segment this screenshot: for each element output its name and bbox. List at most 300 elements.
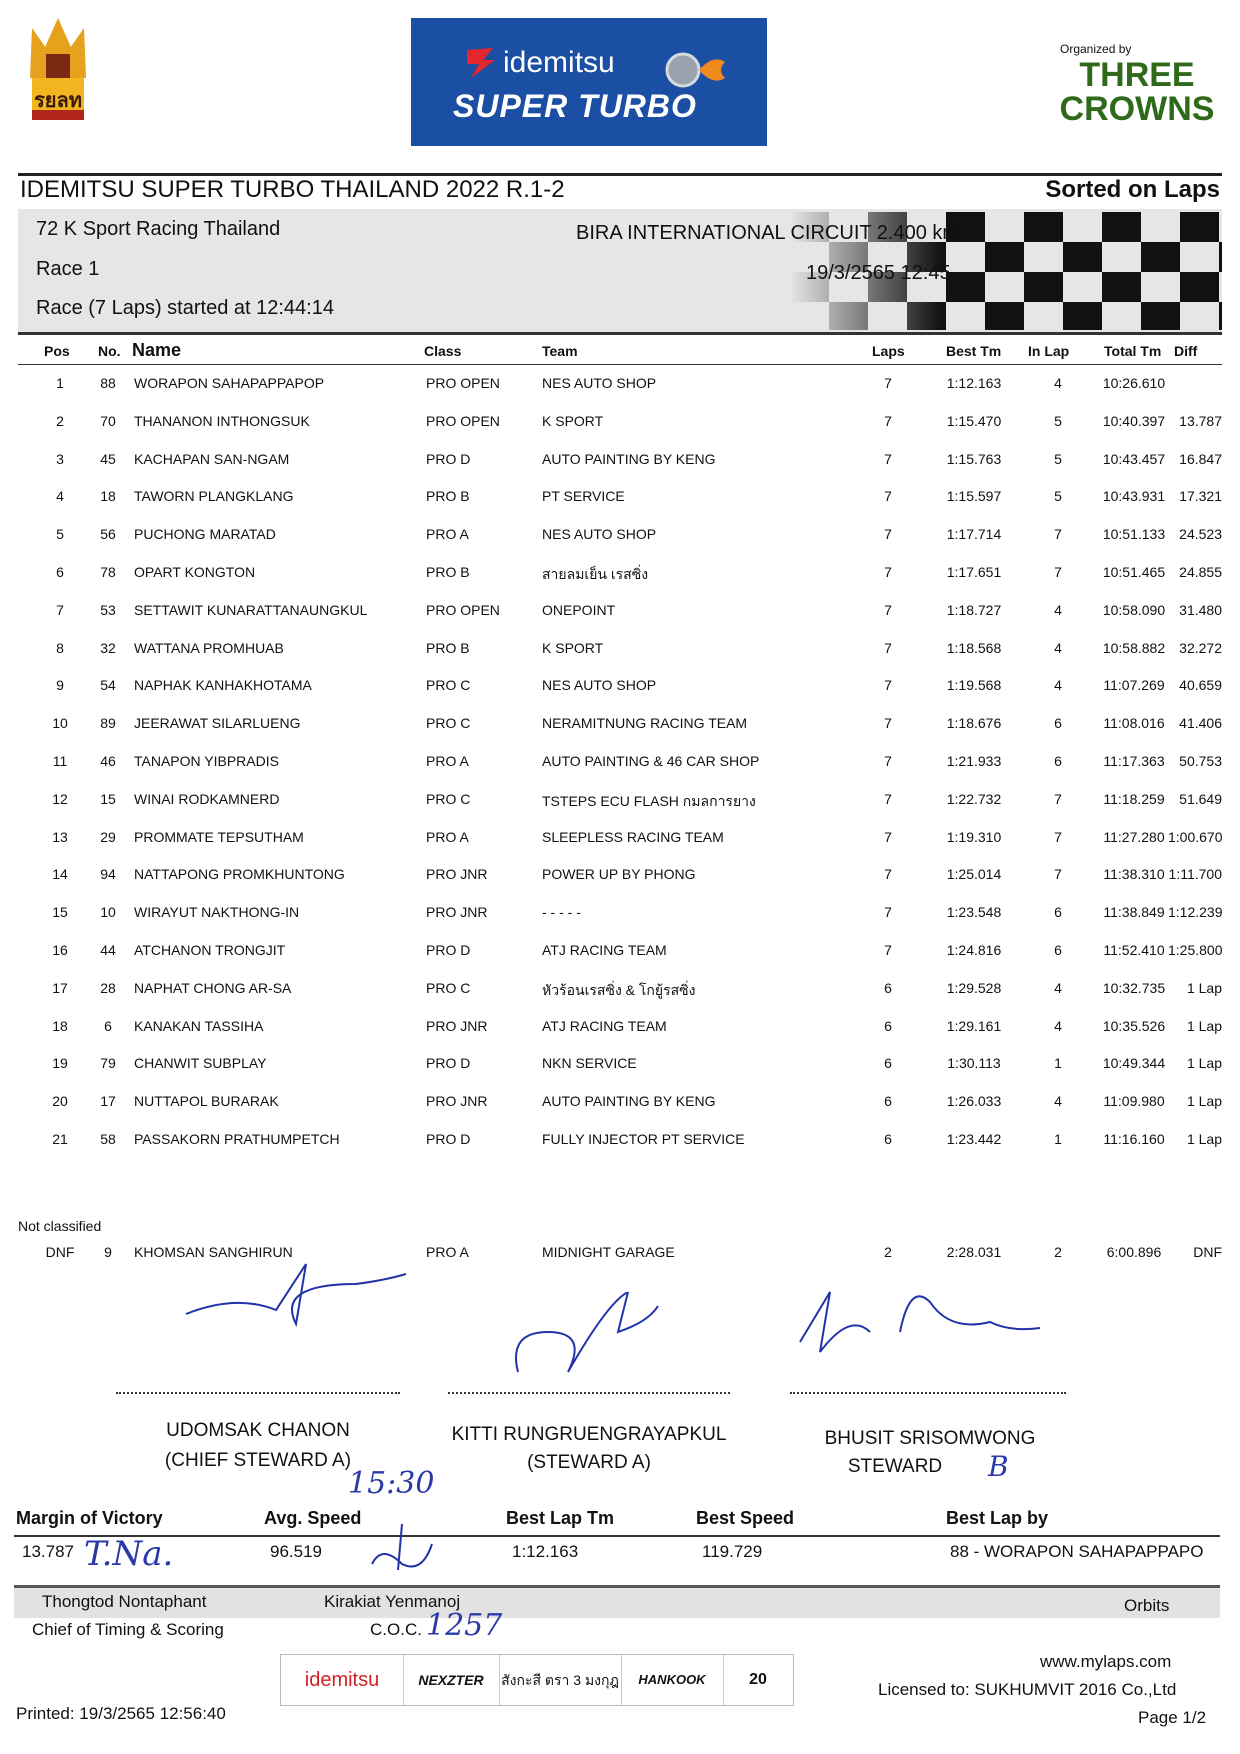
cell-inlap: 1 [1054, 1055, 1062, 1072]
cell-total: 11:38.310 [1103, 866, 1165, 883]
cell-best: 1:17.714 [946, 526, 1002, 543]
cell-laps: 7 [884, 639, 892, 656]
cell-team: K SPORT [542, 412, 604, 429]
table-row [0, 980, 1240, 1018]
event-title: IDEMITSU SUPER TURBO THAILAND 2022 R.1-2 [20, 176, 565, 203]
cell-class: PRO C [426, 979, 471, 996]
cell-laps: 7 [884, 866, 892, 883]
cell-pos: DNF [45, 1244, 75, 1260]
signature-line-3 [790, 1392, 1066, 1394]
best-lap-by-value: 88 - WORAPON SAHAPAPPAPO [950, 1542, 1204, 1561]
cell-pos: 12 [52, 790, 68, 807]
cell-no: 17 [100, 1093, 116, 1110]
best-speed-label: Best Speed [696, 1508, 795, 1528]
cell-inlap: 7 [1054, 828, 1062, 845]
cell-class: PRO JNR [426, 904, 488, 921]
col-best: Best Tm [946, 343, 1002, 359]
timing-chief-name: Thongtod Nontaphant [42, 1592, 207, 1611]
cell-class: PRO B [426, 488, 470, 505]
cell-class: PRO OPEN [426, 375, 500, 391]
cell-diff: 13.787 [1179, 412, 1222, 429]
cell-class: PRO JNR [426, 1017, 488, 1034]
cell-total: 11:27.280 [1103, 828, 1165, 845]
signature-line-1 [116, 1392, 400, 1394]
signatory-role-2: (STEWARD A) [527, 1452, 651, 1473]
cell-laps: 7 [884, 488, 892, 505]
cell-class: PRO C [426, 715, 471, 732]
sponsor-strip [280, 1654, 794, 1706]
cell-no: 56 [100, 526, 116, 543]
cell-best: 1:18.676 [946, 715, 1002, 732]
cell-name: NAPHAT CHONG AR-SA [134, 979, 292, 996]
cell-best: 1:19.310 [946, 828, 1002, 845]
cell-total: 10:40.397 [1102, 412, 1166, 429]
cell-class: PRO D [426, 1131, 471, 1147]
cell-best: 1:23.548 [946, 904, 1002, 921]
signature-line-2 [448, 1392, 730, 1394]
signature-2-icon [498, 1292, 698, 1392]
table-row [0, 564, 1240, 602]
cell-class: PRO C [426, 677, 471, 694]
handwritten-signature-icon [362, 1514, 442, 1582]
table-row [0, 1093, 1240, 1131]
cell-name: OPART KONGTON [134, 564, 256, 580]
cell-diff: 1:12.239 [1168, 904, 1223, 921]
cell-laps: 7 [884, 564, 892, 580]
cell-team: NKN SERVICE [542, 1055, 637, 1072]
cell-team: FULLY INJECTOR PT SERVICE [542, 1131, 745, 1147]
cell-laps: 6 [884, 979, 892, 996]
cell-inlap: 5 [1054, 412, 1062, 429]
cell-no: 89 [100, 715, 116, 732]
cell-team: - - - - - [542, 904, 581, 921]
cell-inlap: 5 [1054, 450, 1062, 467]
cell-team: ATJ RACING TEAM [542, 942, 667, 958]
cell-total: 11:17.363 [1103, 753, 1165, 769]
cell-name: KACHAPAN SAN-NGAM [134, 450, 290, 467]
col-laps: Laps [872, 343, 905, 359]
cell-laps: 7 [884, 828, 892, 845]
cell-diff: 51.649 [1179, 790, 1222, 807]
cell-laps: 6 [884, 1093, 892, 1110]
cell-laps: 7 [884, 715, 892, 732]
cell-team: AUTO PAINTING BY KENG [542, 1093, 716, 1110]
cell-laps: 7 [884, 942, 892, 958]
circuit-name: BIRA INTERNATIONAL CIRCUIT 2.400 km [576, 222, 960, 244]
cell-class: PRO A [426, 828, 469, 845]
cell-name: WATTANA PROMHUAB [134, 639, 284, 656]
cell-team: AUTO PAINTING BY KENG [542, 450, 716, 467]
header-rule [18, 364, 1222, 365]
cell-total: 10:49.344 [1102, 1055, 1166, 1072]
cell-laps: 7 [884, 677, 892, 694]
sponsor-three-crown-zinc: สังกะสี ตรา 3 มงกุฎ [499, 1655, 622, 1705]
cell-best: 1:18.568 [946, 639, 1002, 656]
cell-pos: 6 [56, 564, 64, 580]
cell-class: PRO OPEN [426, 601, 500, 618]
cell-class: PRO D [426, 942, 471, 958]
race-name: Race 1 [36, 258, 100, 280]
cell-laps: 7 [884, 375, 892, 391]
cell-name: PASSAKORN PRATHUMPETCH [134, 1131, 340, 1147]
cell-pos: 2 [56, 412, 64, 429]
cell-name: SETTAWIT KUNARATTANAUNGKUL [134, 601, 368, 618]
cell-laps: 7 [884, 450, 892, 467]
table-row [0, 602, 1240, 640]
cell-best: 1:26.033 [946, 1093, 1002, 1110]
license: Licensed to: SUKHUMVIT 2016 Co.,Ltd [878, 1680, 1177, 1699]
col-no: No. [98, 343, 121, 359]
table-row [0, 791, 1240, 829]
race-start: Race (7 Laps) started at 12:44:14 [36, 297, 334, 319]
cell-inlap: 6 [1054, 753, 1062, 769]
cell-diff: 1 Lap [1186, 1055, 1222, 1072]
signatory-name-2: KITTI RUNGRUENGRAYAPKUL [451, 1424, 727, 1445]
cell-name: ATCHANON TRONGJIT [134, 942, 286, 958]
cell-team: สายลมเย็น เรสซิ่ง [542, 566, 649, 582]
cell-team: K SPORT [542, 639, 604, 656]
cell-class: PRO D [426, 450, 471, 467]
cell-team: NES AUTO SHOP [542, 375, 657, 391]
cell-class: PRO JNR [426, 1093, 488, 1110]
cell-best: 1:30.113 [947, 1055, 1001, 1072]
cell-total: 11:09.980 [1103, 1093, 1165, 1110]
cell-no: 28 [100, 979, 116, 996]
margin-label: Margin of Victory [16, 1508, 163, 1528]
table-row [0, 677, 1240, 715]
sort-label: Sorted on Laps [1045, 176, 1220, 203]
cell-diff: DNF [1193, 1244, 1222, 1260]
cell-pos: 18 [52, 1017, 68, 1034]
cell-diff: 41.406 [1179, 715, 1222, 732]
timing-chief-role: Chief of Timing & Scoring [32, 1620, 224, 1639]
cell-pos: 20 [52, 1093, 68, 1110]
cell-inlap: 7 [1054, 564, 1062, 580]
cell-best: 1:17.651 [946, 564, 1002, 580]
cell-pos: 16 [52, 942, 68, 958]
handwritten-time-1: 15:30 [348, 1466, 435, 1501]
avg-speed-label: Avg. Speed [264, 1508, 362, 1528]
cell-no: 88 [100, 375, 116, 391]
cell-total: 11:52.410 [1103, 942, 1165, 958]
col-diff: Diff [1174, 343, 1198, 359]
cell-pos: 7 [56, 601, 64, 618]
cell-no: 32 [100, 639, 116, 656]
cell-no: 53 [100, 601, 116, 618]
cell-name: PROMMATE TEPSUTHAM [134, 828, 304, 845]
cell-total: 10:43.931 [1102, 488, 1166, 505]
cell-best: 1:19.568 [946, 677, 1002, 694]
table-row [0, 375, 1240, 413]
best-lap-value: 1:12.163 [512, 1542, 579, 1561]
cell-diff: 24.523 [1179, 526, 1222, 543]
handwritten-initials: T.Na. [84, 1534, 174, 1574]
sponsor-badge: 20 [749, 1671, 767, 1688]
footer-rule [14, 1535, 1220, 1537]
cell-no: 29 [100, 828, 116, 845]
association-logo [28, 18, 88, 122]
cell-class: PRO OPEN [426, 412, 500, 429]
best-lap-by-label: Best Lap by [946, 1508, 1049, 1528]
organizer-label: Organized by [1060, 42, 1132, 56]
cell-name: NAPHAK KANHAKHOTAMA [134, 677, 312, 694]
cell-class: PRO JNR [426, 866, 488, 883]
cell-pos: 17 [52, 979, 68, 996]
cell-laps: 7 [884, 904, 892, 921]
cell-class: PRO C [426, 790, 471, 807]
table-row [0, 1055, 1240, 1093]
table-row [0, 488, 1240, 526]
cell-inlap: 4 [1054, 639, 1062, 656]
cell-best: 1:15.597 [946, 488, 1002, 505]
table-row [0, 904, 1240, 942]
cell-diff: 1 Lap [1186, 979, 1222, 996]
cell-team: NES AUTO SHOP [542, 526, 657, 543]
cell-no: 18 [100, 488, 116, 505]
cell-diff: 1:11.700 [1168, 866, 1222, 883]
signature-3-icon [790, 1272, 1070, 1382]
cell-inlap: 5 [1054, 488, 1062, 505]
cell-no: 70 [100, 412, 116, 429]
cell-inlap: 4 [1054, 1093, 1062, 1110]
sponsor-idemitsu: idemitsu [281, 1655, 404, 1705]
logo-line2: SUPER TURBO [453, 88, 697, 124]
cell-laps: 7 [884, 412, 892, 429]
table-row [0, 715, 1240, 753]
cell-laps: 6 [884, 1131, 892, 1147]
cell-total: 10:51.133 [1102, 526, 1166, 543]
cell-team: SLEEPLESS RACING TEAM [542, 828, 724, 845]
cell-team: NERAMITNUNG RACING TEAM [542, 715, 748, 732]
best-lap-label: Best Lap Tm [506, 1508, 615, 1528]
signatory-role-1: (CHIEF STEWARD A) [164, 1450, 352, 1471]
cell-inlap: 4 [1054, 979, 1062, 996]
cell-diff: 32.272 [1179, 639, 1222, 656]
cell-no: 46 [100, 753, 116, 769]
cell-inlap: 6 [1054, 942, 1062, 958]
cell-pos: 15 [52, 904, 68, 921]
cell-team: POWER UP BY PHONG [542, 866, 696, 883]
cell-inlap: 4 [1054, 1017, 1062, 1034]
cell-team: ONEPOINT [542, 601, 616, 618]
cell-inlap: 1 [1054, 1131, 1062, 1147]
cell-laps: 7 [884, 753, 892, 769]
table-row [0, 942, 1240, 980]
cell-inlap: 7 [1054, 866, 1062, 883]
handwritten-b-mark: B [988, 1450, 1009, 1483]
cell-laps: 6 [884, 1055, 892, 1072]
cell-pos: 3 [56, 450, 64, 467]
cell-pos: 14 [52, 866, 68, 883]
cell-no: 9 [104, 1244, 112, 1260]
event-date: 19/3/2565 12:45 [806, 262, 951, 284]
cell-team: ATJ RACING TEAM [542, 1017, 667, 1034]
table-row [0, 1018, 1240, 1056]
cell-best: 1:15.470 [946, 412, 1002, 429]
avg-speed-value: 96.519 [270, 1542, 322, 1561]
signatory-name-3: BHUSIT SRISOMWONG [824, 1428, 1036, 1449]
signature-1-icon [156, 1254, 440, 1334]
cell-inlap: 4 [1054, 375, 1062, 391]
cell-class: PRO B [426, 564, 470, 580]
cell-total: 11:18.259 [1103, 790, 1165, 807]
logo-line1: idemitsu [503, 46, 615, 79]
cell-diff: 1 Lap [1186, 1093, 1222, 1110]
cell-laps: 2 [884, 1244, 892, 1260]
cell-inlap: 7 [1054, 526, 1062, 543]
table-row [0, 1131, 1240, 1169]
cell-pos: 4 [56, 488, 64, 505]
col-name: Name [132, 340, 182, 360]
col-team: Team [542, 343, 578, 359]
cell-diff: 50.753 [1179, 753, 1222, 769]
coc-name: Kirakiat Yenmanoj [324, 1592, 461, 1611]
cell-no: 78 [100, 564, 116, 580]
cell-class: PRO D [426, 1055, 471, 1072]
cell-total: 6:00.896 [1106, 1244, 1162, 1260]
sponsor-hankook: HANKOOK [621, 1655, 724, 1705]
cell-class: PRO B [426, 639, 470, 656]
coc-role: C.O.C. [370, 1620, 422, 1639]
cell-pos: 21 [52, 1131, 68, 1147]
cell-name: TAWORN PLANGKLANG [134, 488, 294, 505]
cell-inlap: 2 [1054, 1244, 1062, 1260]
cell-total: 10:58.090 [1102, 601, 1166, 618]
table-row [0, 413, 1240, 451]
cell-name: KANAKAN TASSIHA [134, 1017, 264, 1034]
cell-class: PRO A [426, 753, 469, 769]
cell-pos: 9 [56, 677, 64, 694]
sponsor-nexzter: NEXZTER [403, 1655, 500, 1705]
cell-best: 1:15.763 [946, 450, 1002, 467]
cell-diff: 1 Lap [1186, 1017, 1222, 1034]
cell-team: AUTO PAINTING & 46 CAR SHOP [542, 753, 760, 769]
cell-no: 10 [100, 904, 116, 921]
cell-class: PRO A [426, 526, 469, 543]
cell-diff: 1:25.800 [1168, 942, 1223, 958]
table-row [0, 829, 1240, 867]
cell-laps: 7 [884, 601, 892, 618]
col-inlap: In Lap [1028, 343, 1070, 359]
cell-diff: 1:00.670 [1168, 828, 1223, 845]
cell-pos: 8 [56, 639, 64, 656]
cell-best: 1:18.727 [946, 601, 1002, 618]
cell-pos: 11 [52, 753, 68, 769]
table-row [0, 866, 1240, 904]
cell-no: 54 [100, 677, 116, 694]
cell-diff: 16.847 [1179, 450, 1222, 467]
col-class: Class [424, 343, 462, 359]
cell-name: JEERAWAT SILARLUENG [134, 715, 301, 732]
cell-total: 10:26.610 [1102, 375, 1166, 391]
not-classified-label: Not classified [18, 1218, 102, 1234]
cell-no: 79 [100, 1055, 116, 1072]
cell-inlap: 6 [1054, 715, 1062, 732]
cell-pos: 13 [52, 828, 68, 845]
orbits-label: Orbits [1124, 1596, 1170, 1615]
cell-name: NUTTAPOL BURARAK [134, 1093, 279, 1110]
cell-pos: 19 [52, 1055, 68, 1072]
cell-total: 10:58.882 [1102, 639, 1166, 656]
cell-name: WIRAYUT NAKTHONG-IN [134, 904, 300, 921]
cell-name: CHANWIT SUBPLAY [134, 1055, 267, 1072]
cell-best: 2:28.031 [946, 1244, 1002, 1260]
cell-name: WORAPON SAHAPAPPAPOP [134, 375, 325, 391]
cell-class: PRO A [426, 1244, 469, 1260]
cell-no: 94 [100, 866, 116, 883]
cell-best: 1:21.933 [946, 753, 1002, 769]
cell-name: PUCHONG MARATAD [134, 526, 276, 543]
cell-total: 10:32.735 [1102, 979, 1166, 996]
cell-pos: 10 [52, 715, 68, 732]
table-row [0, 451, 1240, 489]
association-logo-text: รยลท [34, 90, 82, 112]
cell-team: NES AUTO SHOP [542, 677, 657, 694]
cell-total: 10:35.526 [1102, 1017, 1166, 1034]
best-speed-value: 119.729 [702, 1542, 763, 1561]
cell-team: หัวร้อนเรสซิ่ง & โกยู้รสซิ่ง [542, 981, 696, 998]
cell-name: WINAI RODKAMNERD [134, 790, 280, 807]
cell-diff: 40.659 [1179, 677, 1222, 694]
cell-name: TANAPON YIBPRADIS [134, 753, 279, 769]
cell-no: 15 [100, 790, 116, 807]
cell-total: 11:16.160 [1103, 1131, 1165, 1147]
cell-pos: 5 [56, 526, 64, 543]
cell-name: NATTAPONG PROMKHUNTONG [134, 866, 345, 883]
cell-total: 11:38.849 [1103, 904, 1165, 921]
col-total: Total Tm [1104, 343, 1162, 359]
cell-diff: 24.855 [1179, 564, 1222, 580]
cell-total: 11:08.016 [1103, 715, 1165, 732]
cell-no: 58 [100, 1131, 116, 1147]
signatory-role-3: STEWARD [847, 1456, 943, 1477]
cell-total: 11:07.269 [1103, 677, 1165, 694]
cell-best: 1:29.161 [946, 1017, 1002, 1034]
cell-total: 10:43.457 [1102, 450, 1166, 467]
printed-timestamp: Printed: 19/3/2565 12:56:40 [16, 1704, 226, 1723]
cell-best: 1:29.528 [946, 979, 1002, 996]
cell-diff: 1 Lap [1186, 1131, 1222, 1147]
cell-laps: 6 [884, 1017, 892, 1034]
cell-laps: 7 [884, 526, 892, 543]
cell-laps: 7 [884, 790, 892, 807]
website: www.mylaps.com [1040, 1652, 1172, 1671]
cell-best: 1:22.732 [946, 790, 1002, 807]
cell-team: PT SERVICE [542, 488, 625, 505]
margin-value: 13.787 [22, 1542, 74, 1561]
idemitsu-super-turbo-logo [411, 18, 767, 146]
cell-name: THANANON INTHONGSUK [134, 412, 310, 429]
cell-no: 6 [104, 1017, 112, 1034]
cell-name: KHOMSAN SANGHIRUN [134, 1244, 293, 1260]
page-number: Page 1/2 [1138, 1708, 1207, 1727]
cell-inlap: 4 [1054, 677, 1062, 694]
cell-best: 1:23.442 [946, 1131, 1002, 1147]
cell-diff: 31.480 [1179, 601, 1222, 618]
cell-diff: 17.321 [1179, 488, 1222, 505]
cell-inlap: 4 [1054, 601, 1062, 618]
table-row [0, 753, 1240, 791]
col-pos: Pos [44, 343, 70, 359]
signatory-name-1: UDOMSAK CHANON [166, 1420, 350, 1441]
organizer-line: 72 K Sport Racing Thailand [36, 218, 281, 240]
cell-pos: 1 [56, 375, 64, 391]
handwritten-time-2: 1257 [426, 1608, 503, 1643]
cell-team: TSTEPS ECU FLASH กมลการยาง [542, 792, 756, 809]
cell-best: 1:25.014 [946, 866, 1002, 883]
cell-best: 1:24.816 [946, 942, 1002, 958]
cell-inlap: 6 [1054, 904, 1062, 921]
